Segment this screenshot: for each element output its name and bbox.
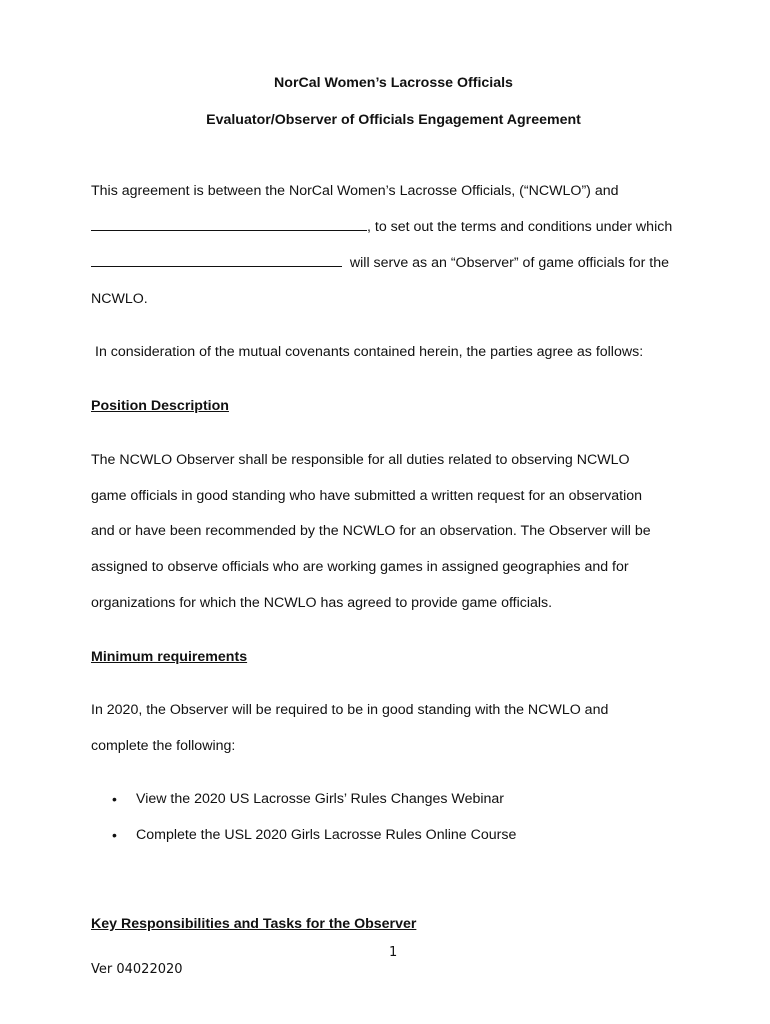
- page-number: 1: [389, 945, 398, 960]
- bullet-icon: •: [112, 827, 117, 843]
- intro-line-4: NCWLO.: [91, 291, 148, 307]
- bullet-icon: •: [112, 791, 117, 807]
- position-description-line: The NCWLO Observer shall be responsible for all duties related to observing NCWLO: [91, 452, 630, 468]
- party-name-blank: [91, 218, 367, 231]
- document-subtitle: Evaluator/Observer of Officials Engagement Agreement: [206, 112, 581, 128]
- version-label: Ver 04022020: [91, 962, 183, 977]
- position-description-heading: Position Description: [91, 398, 229, 414]
- minimum-requirements-heading: Minimum requirements: [91, 649, 248, 665]
- requirement-list-item: Complete the USL 2020 Girls Lacrosse Rules Online Course: [136, 827, 517, 843]
- position-description-line: and or have been recommended by the NCWLO for an observation. The Observer will be: [91, 523, 651, 539]
- requirement-list-item: View the 2020 US Lacrosse Girls’ Rules Changes Webinar: [136, 791, 505, 807]
- minimum-requirements-line: In 2020, the Observer will be required to be in good standing with the NCWLO and: [91, 702, 609, 718]
- intro-line-3-text: will serve as an “Observer” of game officials for the: [349, 255, 669, 271]
- intro-line-2-text: , to set out the terms and conditions under which: [367, 219, 673, 235]
- intro-line-3: [91, 254, 669, 272]
- minimum-requirements-line: complete the following:: [91, 738, 236, 754]
- observer-name-blank: [91, 254, 342, 267]
- intro-line-2: [91, 218, 672, 236]
- consideration-paragraph: In consideration of the mutual covenants contained herein, the parties agree as follows:: [95, 344, 644, 360]
- position-description-line: assigned to observe officials who are working games in assigned geographies and for: [91, 559, 629, 575]
- position-description-line: organizations for which the NCWLO has agreed to provide game officials.: [91, 595, 553, 611]
- document-title: NorCal Women’s Lacrosse Officials: [274, 75, 513, 91]
- key-responsibilities-heading: Key Responsibilities and Tasks for the Observer: [91, 916, 417, 932]
- intro-line-1: This agreement is between the NorCal Women’s Lacrosse Officials, (“NCWLO”) and: [91, 183, 619, 199]
- position-description-line: game officials in good standing who have submitted a written request for an observation: [91, 488, 643, 504]
